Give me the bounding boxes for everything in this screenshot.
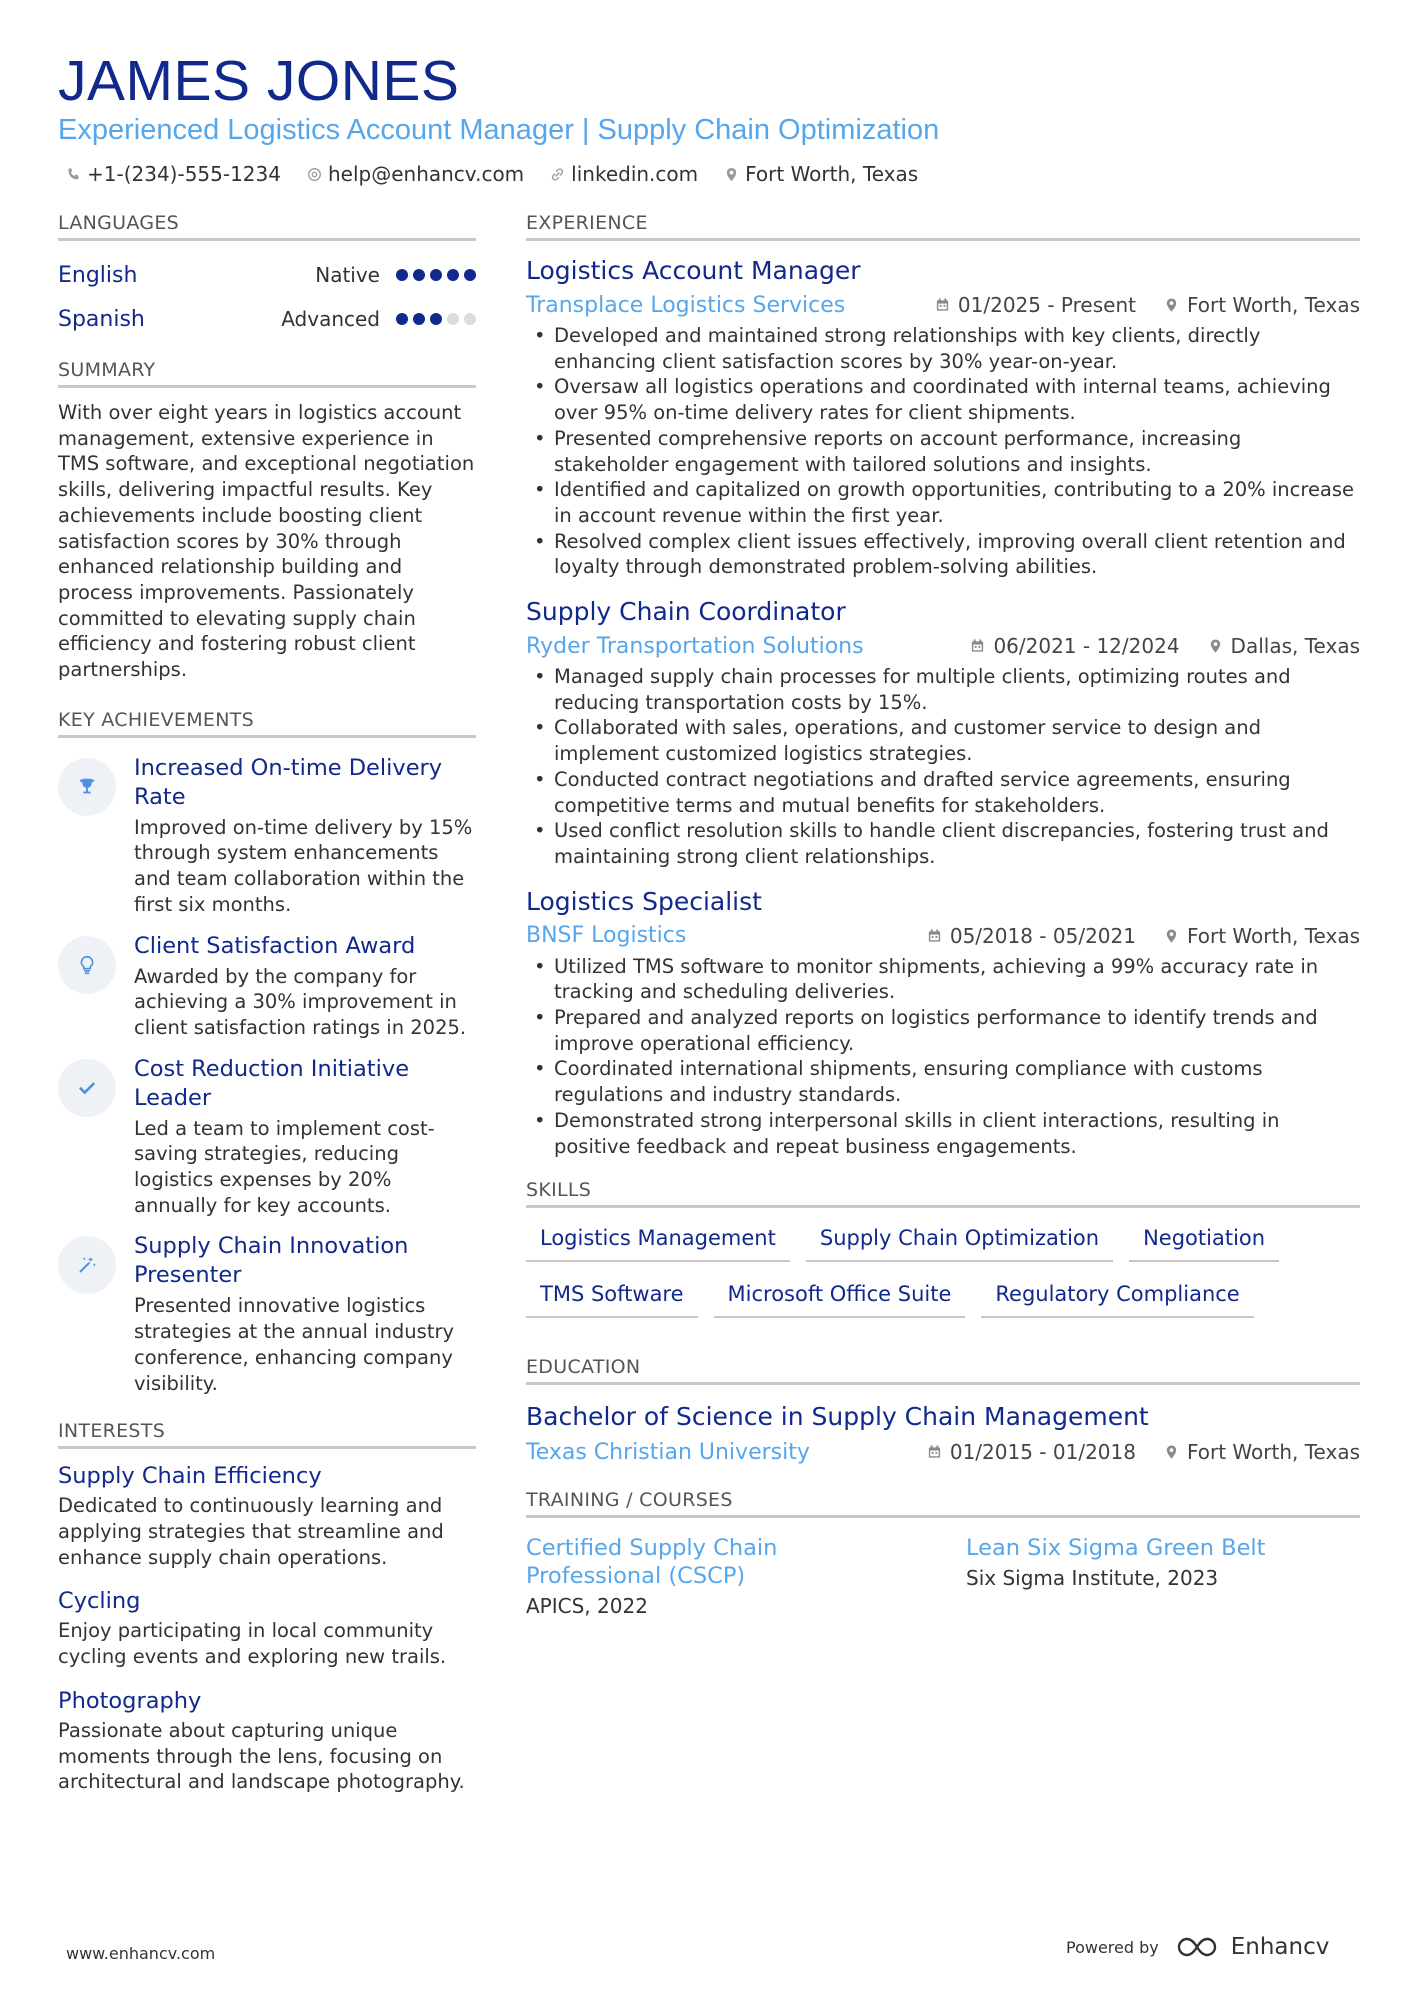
achievement-title: Increased On-time Delivery Rate — [134, 754, 443, 810]
headline: Experienced Logistics Account Manager | Supply Chain Optimization — [58, 114, 940, 146]
job-bullet: • Identified and capitalized on growth opportunities, contributing to a 20% increase in account revenue within the first year. — [526, 477, 1360, 528]
skill-tag: TMS Software — [526, 1276, 698, 1318]
map-pin-icon — [1164, 928, 1179, 944]
job-bullet: • Collaborated with sales, operations, and customer service to design and implement customized logistics strategies. — [526, 715, 1360, 766]
job-bullet: • Coordinated international shipments, ensuring compliance with customs regulations and industry standards. — [526, 1056, 1360, 1107]
interest-text: Dedicated to continuously learning and applying strategies that streamline and enhance supply chain operations. — [58, 1494, 444, 1569]
course-item — [526, 1534, 906, 1618]
job-company: Transplace Logistics Services — [526, 292, 846, 318]
job-location: Fort Worth, Texas — [1186, 923, 1360, 948]
map-pin-icon — [1164, 1444, 1179, 1460]
achievement-title: Cost Reduction Initiative Leader — [134, 1055, 410, 1111]
summary-section — [58, 359, 476, 683]
achievement-text: Presented innovative logistics strategies at the annual industry conference, enhancing company visibility. — [134, 1294, 455, 1395]
job-dates: 01/2025 - Present — [957, 293, 1136, 317]
job-title: Logistics Specialist — [526, 886, 762, 916]
interest-text: Passionate about capturing unique moments through the lens, focusing on architectural and landscape photography. — [58, 1718, 465, 1794]
course-name: Lean Six Sigma Green Belt — [966, 1535, 1266, 1562]
job-company: BNSF Logistics — [526, 923, 687, 949]
job-bullet: • Utilized TMS software to monitor shipments, achieving a 99% accuracy rate in tracking and scheduling deliveries. — [526, 954, 1360, 1005]
rating-dot-filled — [396, 269, 408, 281]
job-bullet: • Presented comprehensive reports on account performance, increasing stakeholder engagement with tailored solutions and insights. — [526, 426, 1360, 477]
rating-dot-filled — [464, 269, 476, 281]
section-title-training: TRAINING / COURSES — [526, 1489, 1360, 1518]
rating-dot-filled — [396, 313, 408, 325]
skill-tag: Microsoft Office Suite — [714, 1276, 966, 1318]
job-bullet: • Managed supply chain processes for multiple clients, optimizing routes and reducing transportation costs by 15%. — [526, 664, 1360, 715]
powered-by-label: Powered by — [1066, 1937, 1159, 1957]
course-list — [526, 1534, 1360, 1618]
enhancv-logo[interactable] — [1175, 1934, 1330, 1960]
course-name: Certified Supply Chain Professional (CSCP) — [526, 1535, 778, 1590]
skill-tag: Logistics Management — [526, 1220, 790, 1262]
job-title: Logistics Account Manager — [526, 256, 861, 285]
language-row — [58, 297, 476, 341]
course-item — [966, 1534, 1346, 1618]
achievement-item — [58, 932, 476, 1041]
language-name: Spanish — [58, 306, 145, 332]
skills-list — [526, 1220, 1360, 1318]
check-icon — [76, 1077, 98, 1099]
calendar-icon — [935, 297, 950, 313]
contact-phone[interactable] — [66, 162, 281, 186]
interest-item — [58, 1586, 476, 1669]
experience-section — [526, 212, 1360, 1159]
trophy-icon — [76, 776, 98, 798]
lightbulb-icon — [76, 954, 98, 976]
left-column — [58, 212, 476, 1811]
job-entry — [526, 255, 1360, 580]
job-bullet: • Oversaw all logistics operations and coordinated with internal teams, achieving over 95% on-time delivery rates for client shipments. — [526, 374, 1360, 425]
calendar-icon — [927, 928, 942, 944]
section-title-summary: SUMMARY — [58, 359, 476, 388]
language-level: Native — [315, 263, 380, 287]
course-org: APICS, 2022 — [526, 1594, 648, 1619]
job-company: Ryder Transportation Solutions — [526, 633, 864, 659]
education-dates: 01/2015 - 01/2018 — [949, 1440, 1136, 1465]
school-name: Texas Christian University — [526, 1439, 810, 1465]
job-bullet: • Developed and maintained strong relationships with key clients, directly enhancing client satisfaction scores by 30% year-on-year. — [526, 323, 1360, 374]
phone-text: +1-(234)-555-1234 — [87, 162, 281, 186]
skill-tag: Negotiation — [1129, 1220, 1279, 1262]
rating-dot-empty — [447, 313, 459, 325]
achievement-item — [58, 1232, 476, 1396]
section-title-languages: LANGUAGES — [58, 212, 476, 241]
language-row — [58, 253, 476, 297]
achievement-item — [58, 754, 476, 918]
job-bullet: • Prepared and analyzed reports on logistics performance to identify trends and improve operational efficiency. — [526, 1005, 1360, 1056]
interest-item — [58, 1686, 476, 1795]
rating-dot-filled — [413, 269, 425, 281]
job-title: Supply Chain Coordinator — [526, 597, 846, 627]
job-bullet: • Conducted contract negotiations and drafted service agreements, ensuring competitive terms and mutual benefits for stakeholders. — [526, 767, 1360, 818]
job-bullets — [526, 664, 1360, 870]
location-text: Fort Worth, Texas — [745, 162, 919, 186]
interest-title: Photography — [58, 1687, 202, 1714]
job-entry — [526, 596, 1360, 870]
interest-item — [58, 1461, 476, 1570]
right-column — [526, 212, 1360, 1618]
job-location: Fort Worth, Texas — [1186, 293, 1360, 317]
languages-section — [58, 212, 476, 341]
rating-dot-empty — [464, 313, 476, 325]
rating-dot-filled — [430, 313, 442, 325]
language-level: Advanced — [281, 307, 380, 331]
summary-text: With over eight years in logistics account management, extensive experience in TMS software, and exceptional negotiation skills, delivering impactful results. Key achievements include boosting client satisfaction scores by 30% through enhanced relationship building and process improvements. Passionately committed to elevating supply chain efficiency and fostering robust client partnerships. — [58, 401, 475, 682]
contact-location — [724, 162, 918, 186]
contact-bar — [66, 162, 918, 186]
achievement-text: Awarded by the company for achieving a 30% improvement in client satisfaction ratings in 2025. — [134, 964, 467, 1039]
linkedin-text: linkedin.com — [571, 162, 699, 186]
map-pin-icon — [1208, 638, 1223, 654]
interests-section — [58, 1420, 476, 1795]
footer-website[interactable]: www.enhancv.com — [66, 1944, 216, 1963]
interest-title: Supply Chain Efficiency — [58, 1463, 322, 1490]
education-section — [526, 1356, 1360, 1467]
enhancv-logo-icon — [1175, 1935, 1221, 1959]
section-title-skills: SKILLS — [526, 1179, 1360, 1208]
language-rating — [396, 313, 476, 325]
language-rating — [396, 269, 476, 281]
phone-icon — [66, 167, 81, 182]
job-bullet: • Used conflict resolution skills to handle client discrepancies, fostering trust and maintaining strong client relationships. — [526, 818, 1360, 869]
job-entry — [526, 886, 1360, 1160]
degree-title: Bachelor of Science in Supply Chain Management — [526, 1402, 1149, 1432]
job-bullet: • Demonstrated strong interpersonal skills in client interactions, resulting in positive feedback and repeat business engagements. — [526, 1108, 1360, 1159]
link-icon — [550, 167, 565, 182]
achievement-title: Client Satisfaction Award — [134, 932, 416, 959]
job-dates: 06/2021 - 12/2024 — [993, 634, 1180, 659]
section-title-education: EDUCATION — [526, 1356, 1360, 1385]
job-bullets — [526, 323, 1360, 580]
rating-dot-filled — [413, 313, 425, 325]
language-name: English — [58, 262, 138, 288]
email-text: help@enhancv.com — [327, 162, 525, 186]
candidate-name: JAMES JONES — [58, 49, 460, 113]
interest-title: Cycling — [58, 1588, 141, 1615]
education-location: Fort Worth, Texas — [1186, 1440, 1360, 1465]
section-title-achievements: KEY ACHIEVEMENTS — [58, 709, 476, 738]
calendar-icon — [970, 638, 985, 654]
contact-email[interactable] — [307, 162, 524, 186]
skill-tag: Regulatory Compliance — [981, 1276, 1253, 1318]
course-org: Six Sigma Institute, 2023 — [966, 1566, 1219, 1591]
brand-name: Enhancv — [1230, 1934, 1330, 1960]
map-pin-icon — [1164, 297, 1179, 313]
calendar-icon — [927, 1444, 942, 1460]
section-title-experience: EXPERIENCE — [526, 212, 1360, 241]
achievements-section — [58, 709, 476, 1397]
job-location: Dallas, Texas — [1230, 634, 1360, 659]
job-bullets — [526, 954, 1360, 1160]
section-title-interests: INTERESTS — [58, 1420, 476, 1449]
achievement-text: Improved on-time delivery by 15% through system enhancements and team collaboration within the first six months. — [134, 815, 473, 916]
skills-section — [526, 1179, 1360, 1318]
map-pin-icon — [724, 167, 739, 182]
achievement-text: Led a team to implement cost-saving strategies, reducing logistics expenses by 20% annually for key accounts. — [134, 1116, 435, 1217]
interest-text: Enjoy participating in local community cycling events and exploring new trails. — [58, 1619, 447, 1669]
training-section — [526, 1489, 1360, 1618]
rating-dot-filled — [447, 269, 459, 281]
footer-brand — [1066, 1934, 1329, 1960]
contact-linkedin[interactable] — [550, 162, 698, 186]
job-dates: 05/2018 - 05/2021 — [949, 923, 1136, 948]
rating-dot-filled — [430, 269, 442, 281]
skill-tag: Supply Chain Optimization — [806, 1220, 1113, 1262]
job-bullet: • Resolved complex client issues effectively, improving overall client retention and loyalty through demonstrated problem-solving abilities. — [526, 529, 1360, 580]
achievement-title: Supply Chain Innovation Presenter — [134, 1233, 409, 1289]
magic-wand-icon — [76, 1254, 98, 1276]
achievement-item — [58, 1055, 476, 1219]
at-icon — [307, 167, 322, 182]
